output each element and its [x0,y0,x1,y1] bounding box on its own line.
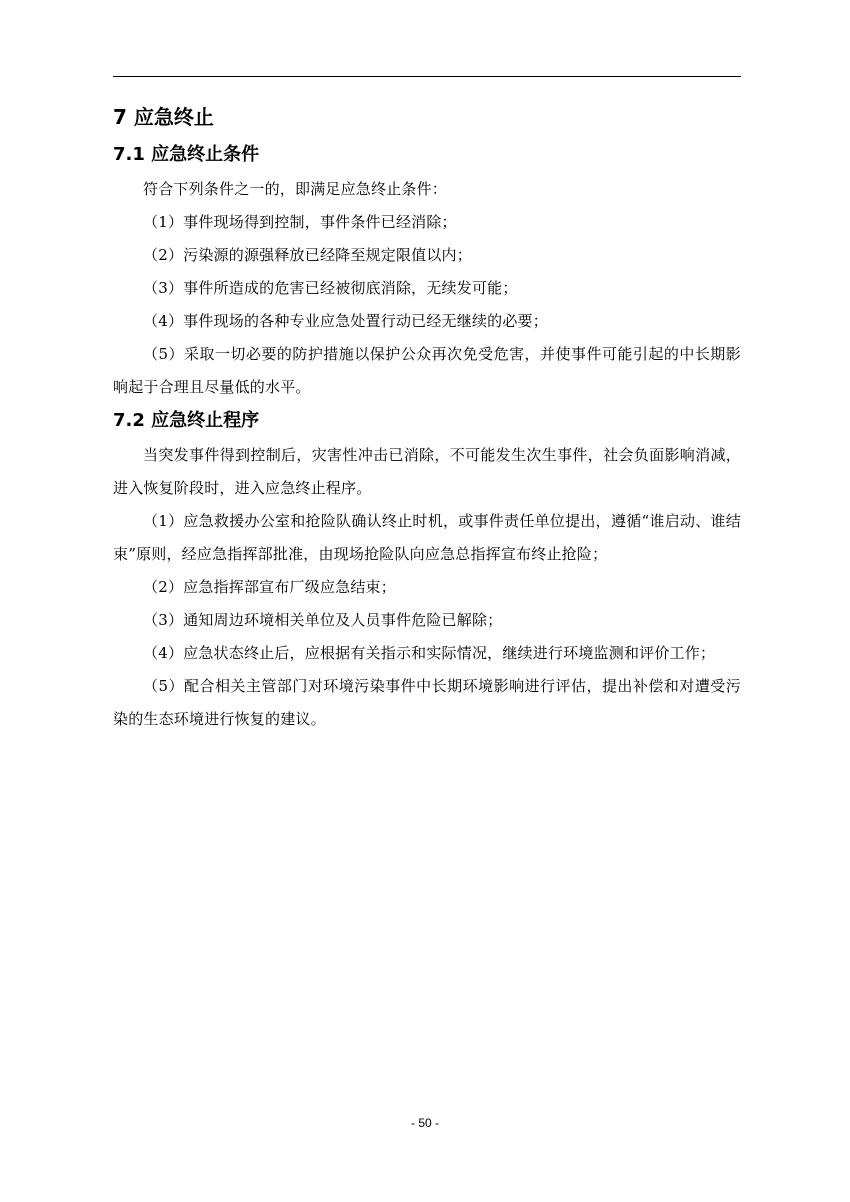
document-body [113,100,741,736]
chapter-title: 7 应急终止 [113,105,214,129]
condition-item: （4）事件现场的各种专业应急处置行动已经无继续的必要； [143,312,548,330]
condition-item: （1）事件现场得到控制，事件条件已经消除； [143,213,457,231]
conditions-intro: 符合下列条件之一的，即满足应急终止条件： [143,180,448,198]
procedure-item: （2）应急指挥部宣布厂级应急结束； [143,578,396,596]
procedure-item: （5）配合相关主管部门对环境污染事件中长期环境影响进行评估，提出补偿和对遭受污染的生态环境进行恢复的建议。 [113,677,741,728]
header-rule [113,76,741,77]
section-title-termination-conditions: 7.1 应急终止条件 [113,144,260,165]
procedure-intro: 当突发事件得到控制后，灾害性冲击已消除，不可能发生次生事件，社会负面影响消减，进入恢复阶段时，进入应急终止程序。 [113,446,741,497]
condition-item: （3）事件所造成的危害已经被彻底消除，无续发可能； [143,279,518,297]
condition-item: （2）污染源的源强释放已经降至规定限值以内； [143,246,472,264]
procedure-item: （4）应急状态终止后，应根据有关指示和实际情况，继续进行环境监测和评价工作； [143,644,716,662]
page-number: - 50 - [410,1116,439,1130]
condition-item: （5）采取一切必要的防护措施以保护公众再次免受危害，并使事件可能引起的中长期影响起于合理且尽量低的水平。 [113,345,741,396]
section-title-termination-procedure: 7.2 应急终止程序 [113,410,260,431]
procedure-item: （1）应急救援办公室和抢险队确认终止时机，或事件责任单位提出，遵循“谁启动、谁结束”原则，经应急指挥部批准，由现场抢险队向应急总指挥宣布终止抢险； [113,512,741,563]
procedure-item: （3）通知周边环境相关单位及人员事件危险已解除； [143,611,503,629]
